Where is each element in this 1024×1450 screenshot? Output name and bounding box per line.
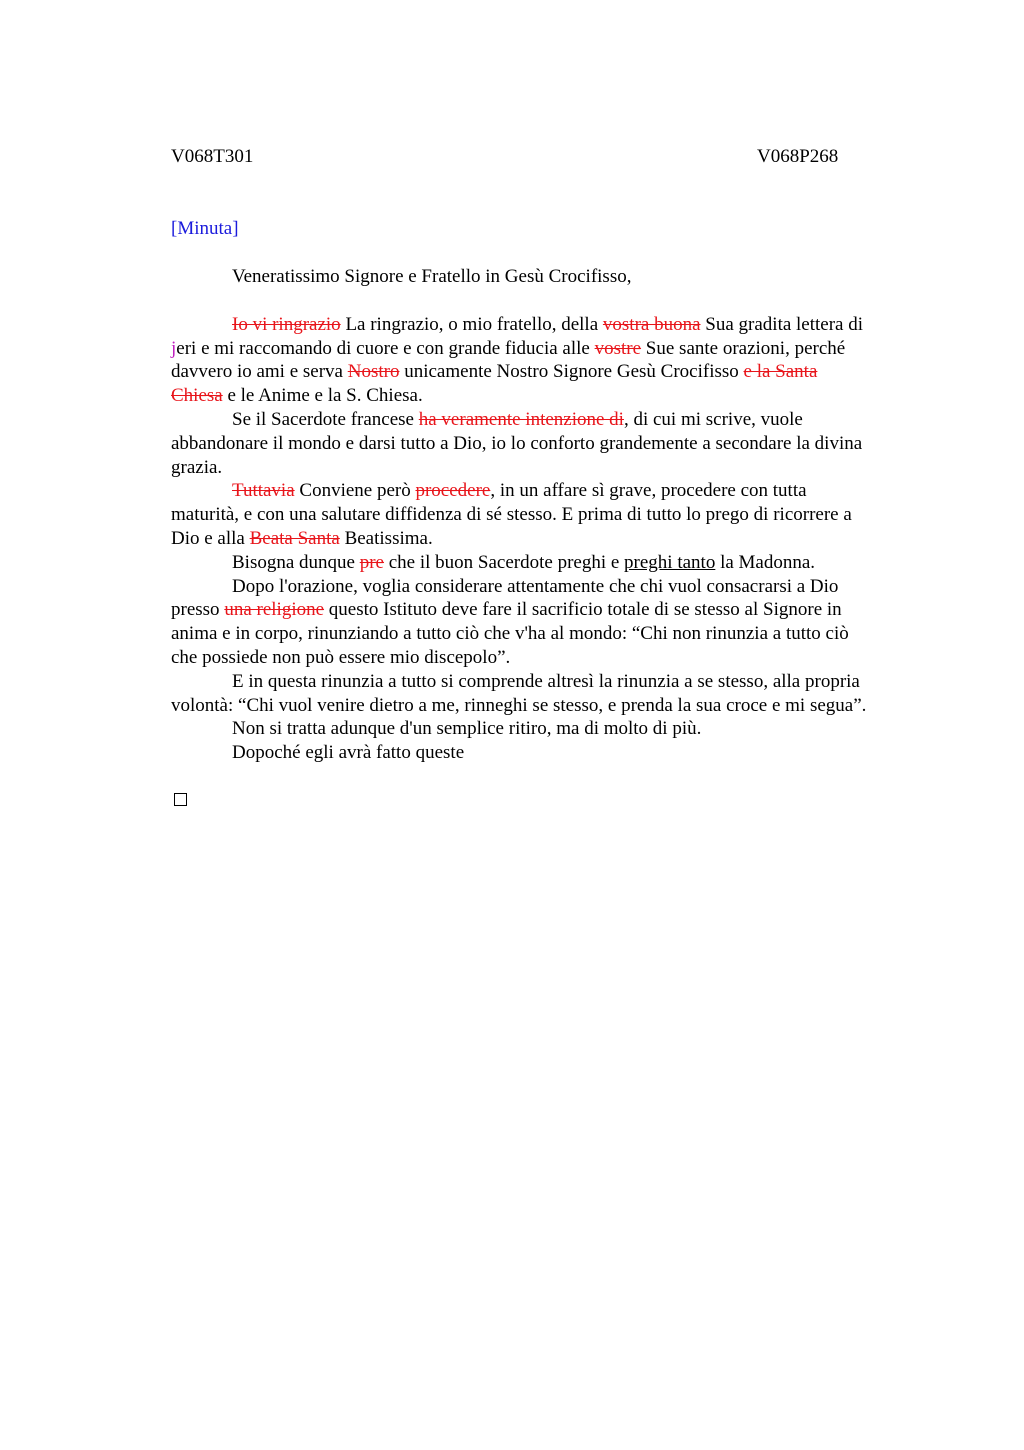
letter-body [171,265,931,765]
body-line [171,337,931,361]
body-line [171,741,931,765]
text-segment: che possiede non può essere mio discepolo”. [171,646,511,668]
body-line [171,717,931,741]
text-segment: Dio e alla [171,527,250,549]
text-segment: presso [171,599,225,621]
body-line [171,551,931,575]
text-segment: questo Istituto deve fare il sacrificio totale di se stesso al Signore in [324,599,842,621]
text-segment: E in questa rinunzia a tutto si comprende altresì la rinunzia a se stesso, alla propria [232,670,860,692]
document-code-right: V068P268 [757,146,839,167]
minuta-label: [Minuta] [171,218,239,239]
text-segment: La ringrazio, o mio fratello, della [340,313,603,335]
body-line [171,670,931,694]
text-segment: Beatissima. [339,527,433,549]
body-line [171,646,931,670]
deleted-text: Beata Santa [249,527,340,549]
deleted-text: Nostro [347,361,400,383]
body-line [171,622,931,646]
text-segment: Se il Sacerdote francese [232,408,419,430]
deleted-text: vostre [594,337,642,359]
text-segment: abbandonare il mondo e darsi tutto a Dio, io lo conforto grandemente a secondare la divina [171,432,863,454]
body-line [171,313,931,337]
body-line [171,527,931,551]
text-segment: Conviene però [294,480,416,502]
deleted-text: Chiesa [171,385,223,407]
text-segment: Veneratissimo Signore e Fratello in Gesù Crocifisso, [232,266,632,287]
text-segment: e le Anime e la S. Chiesa. [222,385,423,407]
deleted-text: una religione [224,599,325,621]
text-segment: la Madonna. [715,551,816,573]
body-line [171,384,931,408]
body-line [171,408,931,432]
text-segment: Sua gradita lettera di [700,313,864,335]
text-segment: maturità, e con una salutare diffidenza di sé stesso. E prima di tutto lo prego di ricorrere a [171,504,852,526]
text-segment: volontà: “Chi vuol venire dietro a me, rinneghi se stesso, e prenda la sua croce e mi segua”. [171,694,867,716]
deleted-text: pre [359,551,384,573]
text-segment: Sue sante orazioni, perché [641,337,846,359]
text-segment: Dopo l'orazione, voglia considerare attentamente che chi vuol consacrarsi a Dio [232,575,839,597]
deleted-text: e la Santa [743,361,818,383]
text-segment: eri e mi raccomando di cuore e con grande fiducia alle [176,337,595,359]
body-line [171,503,931,527]
underlined-text: preghi tanto [624,551,716,573]
end-marker-box [174,793,187,806]
text-segment: unicamente Nostro Signore Gesù Crocifisso [399,361,744,383]
body-line [171,479,931,503]
salutation-line [171,265,931,289]
deleted-text: ha veramente intenzione di [418,408,624,430]
deleted-text: Tuttavia [232,480,295,502]
text-segment: anima e in corpo, rinunziando a tutto ciò che v'ha al mondo: “Chi non rinunzia a tutto ciò [171,623,849,645]
body-line [171,575,931,599]
text-segment: Non si tratta adunque d'un semplice ritiro, ma di molto di più. [232,718,702,740]
body-line [171,598,931,622]
text-segment: davvero io ami e serva [171,361,348,383]
deleted-text: vostra buona [602,313,701,335]
body-line [171,360,931,384]
text-segment: Bisogna dunque [232,551,360,573]
text-segment: che il buon Sacerdote preghi e [383,551,625,573]
text-segment: , in un affare sì grave, procedere con tutta [490,480,807,502]
body-line [171,694,931,718]
deleted-text: procedere [415,480,491,502]
body-line [171,456,931,480]
document-code-left: V068T301 [171,146,254,167]
deleted-text: Io vi ringrazio [232,313,341,335]
inserted-text: j [171,337,177,359]
body-line [171,432,931,456]
text-segment: Dopoché egli avrà fatto queste [232,742,465,764]
text-segment: grazia. [171,456,223,478]
text-segment: , di cui mi scrive, vuole [623,408,803,430]
